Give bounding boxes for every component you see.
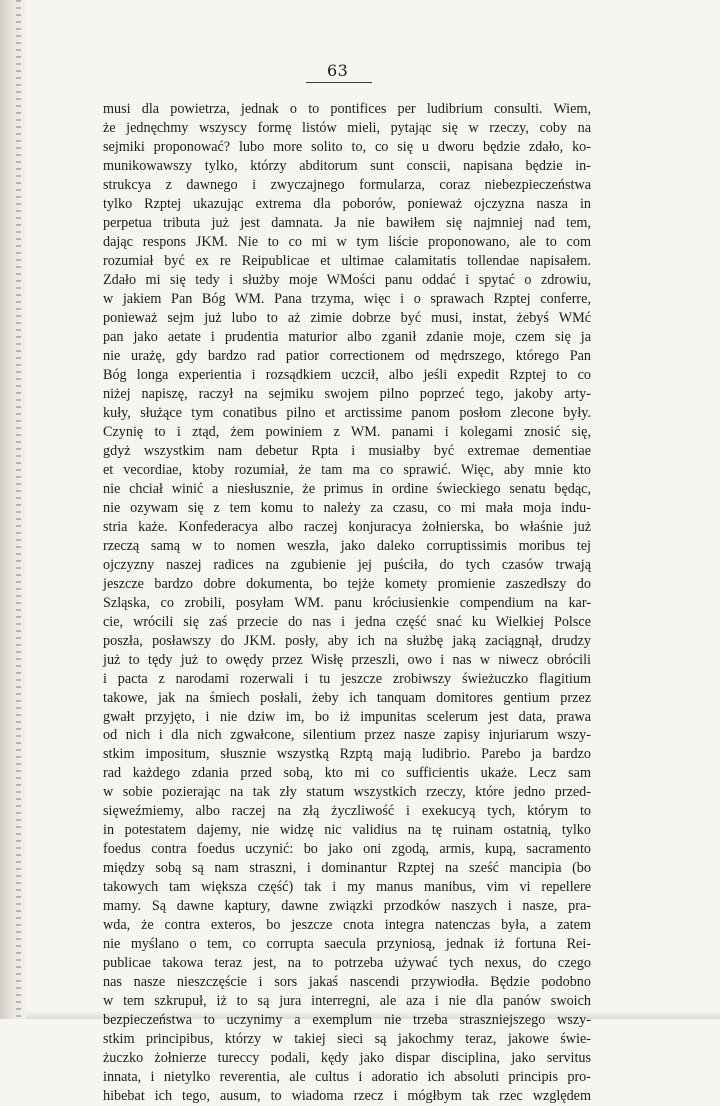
text-line: poszła, posławszy do JKM. posły, aby ich na służbę jaką zaciągnął, drudzy: [103, 632, 591, 649]
text-line: sejmiki proponować? lubo more solito to, co się u dworu będzie zdało, ko-: [103, 138, 591, 155]
text-line: nie ozywam się z tem komu to należy za czasu, co mi mała moja indu-: [103, 499, 591, 516]
text-line: żuczko żołnierze tureccy podali, kędy jako dispar disciplina, jako servitus: [103, 1050, 591, 1067]
text-line: i pacta z narodami rozerwali i tu jeszcze zrobiwszy świeżuczko flagitium: [103, 670, 591, 687]
text-line: Zdało mi się tedy i służby moje WMości panu oddać i spytać o zdrowiu,: [103, 271, 591, 288]
scan-binding-artifact: [16, 0, 21, 1019]
text-line: kuły, służące tym conatibus pilno et arctissime panom posłom zlecone były.: [103, 404, 591, 421]
text-line: stkim principibus, którzy w takiej sieci są jakochmy teraz, jakowe świe-: [103, 1031, 591, 1048]
text-line: w sobie pozierając na tak zły statum wszystkich rzeczy, które jedno przed-: [103, 784, 591, 801]
text-line: rzeczą samą w to nomen weszła, jako daleko corruptissimis moribus tej: [103, 537, 591, 554]
text-line: munikowawszy tylko, którzy abditorum sunt conscii, napisana będzie in-: [103, 157, 591, 174]
text-line: strukcya z dawnego i zwyczajnego formularza, coraz niebezpieczeństwa: [103, 176, 591, 193]
text-line: od nich i dla nich zgwałcone, silentium przez nasze zapisy injuriarum wszy-: [103, 727, 591, 744]
text-line: ponieważ sejm już lubo to aż zimie dobrze być musi, instat, żebyś WMć: [103, 309, 591, 326]
body-text: [103, 100, 591, 1106]
text-line: dając respons JKM. Nie to co mi w tym liście proponowano, ale to com: [103, 233, 591, 250]
text-line: rozumiał być ex re Reipublicae et ultimae calamitatis tollendae napisałem.: [103, 252, 591, 269]
text-line: nas nasze nieszczęście i sors jakaś nascendi przywiodła. Będzie podobno: [103, 974, 591, 991]
text-line: takowe, jak na śmiech posłali, żeby ich tanquam domitores gentium przez: [103, 689, 591, 706]
text-line: nie chciał winić a niesłusznie, że primus in ordine świeckiego senatu będąc,: [103, 480, 591, 497]
text-line: między sobą są nam straszni, i dominantur Rzptej na sześć mancipia (bo: [103, 860, 591, 877]
text-line: stkim impositum, słusznie wszystką Rzptą mają ludibrio. Parebo ja bardzo: [103, 746, 591, 763]
text-line: pan jako aetate i prudentia maturior albo zganił zdanie moje, czem się ja: [103, 328, 591, 345]
text-line: publicae takowa teraz jest, na to potrzeba używać tych nexus, do czego: [103, 955, 591, 972]
page-number-rule: [306, 82, 372, 83]
text-line: gdyż wszystkim nam debetur Rpta i musiałby być extremae dementiae: [103, 442, 591, 459]
text-line: jeszcze bardzo dobre dokumenta, bo tejże komety promienie zaszedłszy do: [103, 575, 591, 592]
text-line: bezpieczeństwa to uczynimy a exemplum nie trzeba straszniejszego wszy-: [103, 1012, 591, 1029]
page-left-edge-shadow: [0, 0, 26, 1019]
text-line: w tem szkrupuł, iż to są jura interregni, ale aza i nie dla panów swoich: [103, 993, 591, 1010]
text-line: nie myślano o tem, co corrupta saecula przyniosą, jednak iż fortuna Rei-: [103, 936, 591, 953]
text-line: Czynię to i ztąd, żem powiniem z WM. panami i kolegami znosić się,: [103, 423, 591, 440]
text-line: innata, i nietylko reverentia, ale cultus i adoratio ich absoluti principis pro-: [103, 1069, 591, 1086]
text-line: cie, wrócili się zaś przecie do nas i jedna część snać ku Wielkiej Polsce: [103, 613, 591, 630]
text-line: Bóg longa experientia i rozsądkiem uczcił, albo jeśli expedit Rzptej to co: [103, 366, 591, 383]
text-line: stria każe. Konfederacya albo raczej konjuracya żołnierska, bo właśnie już: [103, 518, 591, 535]
text-line: foedus contra foedus uczynić: bo jako oni zgodą, armis, kupą, sacramento: [103, 841, 591, 858]
text-line: takowych tam większa część) tak i my manus manibus, vim vi repellere: [103, 879, 591, 896]
text-line: tylko Rzptej ukazując extrema dla poborów, ponieważ ojczyzna nasza in: [103, 195, 591, 212]
text-line: in potestatem dajemy, nie widzę nic validius na tę ruinam ostatnią, tylko: [103, 822, 591, 839]
text-line: nie urażę, gdy bardzo rad patior correctionem od mędrszego, którego Pan: [103, 347, 591, 364]
text-line: że jednęchmy wszyscy formę listów mieli, pytając się w rzeczy, coby na: [103, 119, 591, 136]
text-line: musi dla powietrza, jednak o to pontifices per ludibrium consulti. Wiem,: [103, 101, 591, 117]
text-line: sięweźmiemy, albo raczej na złą życzliwość i exekucyą tych, którym to: [103, 803, 591, 820]
text-line: mamy. Są dawne kaptury, dawne związki przodków naszych i nasze, pra-: [103, 898, 591, 915]
text-line: ojczyzny naszej radices na zgubienie jej puściła, do tych czasów trwają: [103, 556, 591, 573]
text-line: hibebat ich tego, ausum, to wiadoma rzecz i mógłbym tak rzec względem: [103, 1088, 591, 1105]
text-line: w jakiem Pan Bóg WM. Pana trzyma, więc i o sprawach Rzptej conferre,: [103, 290, 591, 307]
text-line: gwałt przyjęto, i nie dziw im, bo iż impunitas scelerum jest data, prawa: [103, 708, 591, 725]
text-line: niżej napiszę, raczył na sejmiku swojem pilno poprzeć tego, jakoby arty-: [103, 385, 591, 402]
text-line: wda, że contra exteros, bo jeszcze cnota integra natenczas była, a zatem: [103, 917, 591, 934]
page-number: 63: [327, 61, 349, 80]
text-line: Szląska, co zrobili, posyłam WM. panu króciusienkie compendium na kar-: [103, 594, 591, 611]
text-line: rad każdego zdania przed sobą, kto mi co sufficientis ukaże. Lecz sam: [103, 765, 591, 782]
text-line: już to tędy już to owędy przez Wisłę przeszli, owo i nas w niwecz obrócili: [103, 651, 591, 668]
text-line: perpetua tributa już jest damnata. Ja nie bawiłem się najmniej nad tem,: [103, 214, 591, 231]
text-line: et vecordiae, ktoby rozumiał, że tam ma co sprawić. Więc, aby mnie kto: [103, 461, 591, 478]
